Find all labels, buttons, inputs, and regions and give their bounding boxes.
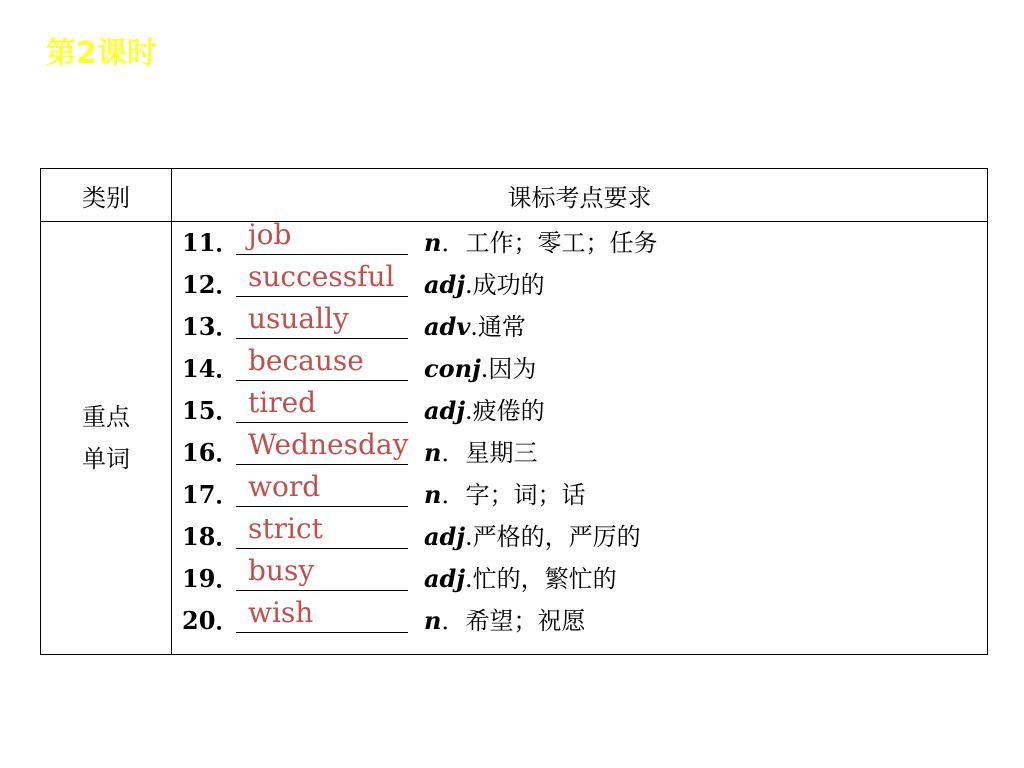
header-requirements: 课标考点要求 bbox=[172, 169, 988, 222]
pos-separator: ． bbox=[441, 607, 466, 635]
part-of-speech: conj bbox=[424, 354, 481, 383]
part-of-speech: adj bbox=[424, 270, 466, 299]
pos-separator: . bbox=[470, 313, 478, 341]
item-number: 20． bbox=[182, 606, 240, 635]
answer-text: successful bbox=[248, 260, 395, 293]
meaning: 通常 bbox=[477, 313, 526, 341]
answer-text: wish bbox=[248, 596, 314, 629]
meaning: 希望；祝愿 bbox=[465, 607, 586, 635]
definition bbox=[424, 516, 641, 558]
table-body-row bbox=[41, 222, 988, 655]
part-of-speech: n bbox=[424, 606, 442, 635]
vocab-item bbox=[172, 596, 987, 642]
answer-text: tired bbox=[248, 386, 317, 419]
item-number: 19． bbox=[182, 564, 240, 593]
meaning: 忙的，繁忙的 bbox=[472, 565, 617, 593]
item-list bbox=[172, 218, 987, 642]
vocab-table bbox=[40, 168, 988, 655]
definition bbox=[424, 264, 545, 306]
part-of-speech: adj bbox=[424, 522, 466, 551]
item-number: 16． bbox=[182, 438, 240, 467]
definition bbox=[424, 390, 545, 432]
meaning: 疲倦的 bbox=[472, 397, 545, 425]
meaning: 工作；零工；任务 bbox=[465, 229, 658, 257]
pos-separator: ． bbox=[441, 439, 466, 467]
item-number: 14． bbox=[182, 354, 240, 383]
item-number: 17． bbox=[182, 480, 240, 509]
meaning: 成功的 bbox=[472, 271, 545, 299]
lesson-title: 第2课时 bbox=[46, 36, 157, 71]
item-number: 15． bbox=[182, 396, 240, 425]
pos-separator: . bbox=[480, 355, 489, 383]
part-of-speech: n bbox=[424, 228, 442, 257]
meaning: 严格的，严厉的 bbox=[472, 523, 641, 551]
pos-separator: . bbox=[465, 397, 473, 425]
definition bbox=[424, 306, 526, 348]
answer-text: busy bbox=[248, 554, 315, 587]
pos-separator: . bbox=[465, 271, 473, 299]
pos-separator: ． bbox=[441, 229, 466, 257]
meaning: 星期三 bbox=[465, 439, 538, 467]
item-number: 11． bbox=[182, 228, 240, 257]
definition bbox=[424, 222, 657, 264]
item-number: 12． bbox=[182, 270, 240, 299]
category-cell bbox=[41, 222, 172, 655]
definition bbox=[424, 600, 585, 642]
definition bbox=[424, 432, 537, 474]
category-line-1: 重点 bbox=[82, 403, 130, 431]
part-of-speech: n bbox=[424, 438, 442, 467]
definition bbox=[424, 348, 536, 390]
answer-text: word bbox=[248, 470, 321, 503]
part-of-speech: adj bbox=[424, 564, 466, 593]
item-number: 13． bbox=[182, 312, 240, 341]
pos-separator: . bbox=[465, 523, 473, 551]
answer-text: usually bbox=[248, 302, 349, 335]
meaning: 字；词；话 bbox=[465, 481, 586, 509]
table-header-row bbox=[41, 169, 988, 222]
definition bbox=[424, 558, 617, 600]
part-of-speech: adv bbox=[424, 312, 471, 341]
definition bbox=[424, 474, 585, 516]
answer-text: Wednesday bbox=[248, 428, 409, 461]
header-category: 类别 bbox=[41, 169, 172, 222]
part-of-speech: adj bbox=[424, 396, 466, 425]
meaning: 因为 bbox=[488, 355, 537, 383]
answer-text: strict bbox=[248, 512, 323, 545]
pos-separator: ． bbox=[441, 481, 466, 509]
part-of-speech: n bbox=[424, 480, 442, 509]
pos-separator: . bbox=[465, 565, 473, 593]
item-number: 18． bbox=[182, 522, 240, 551]
category-line-2: 单词 bbox=[82, 445, 130, 473]
answer-text: job bbox=[248, 218, 292, 251]
answer-text: because bbox=[248, 344, 364, 377]
items-cell bbox=[172, 218, 988, 655]
